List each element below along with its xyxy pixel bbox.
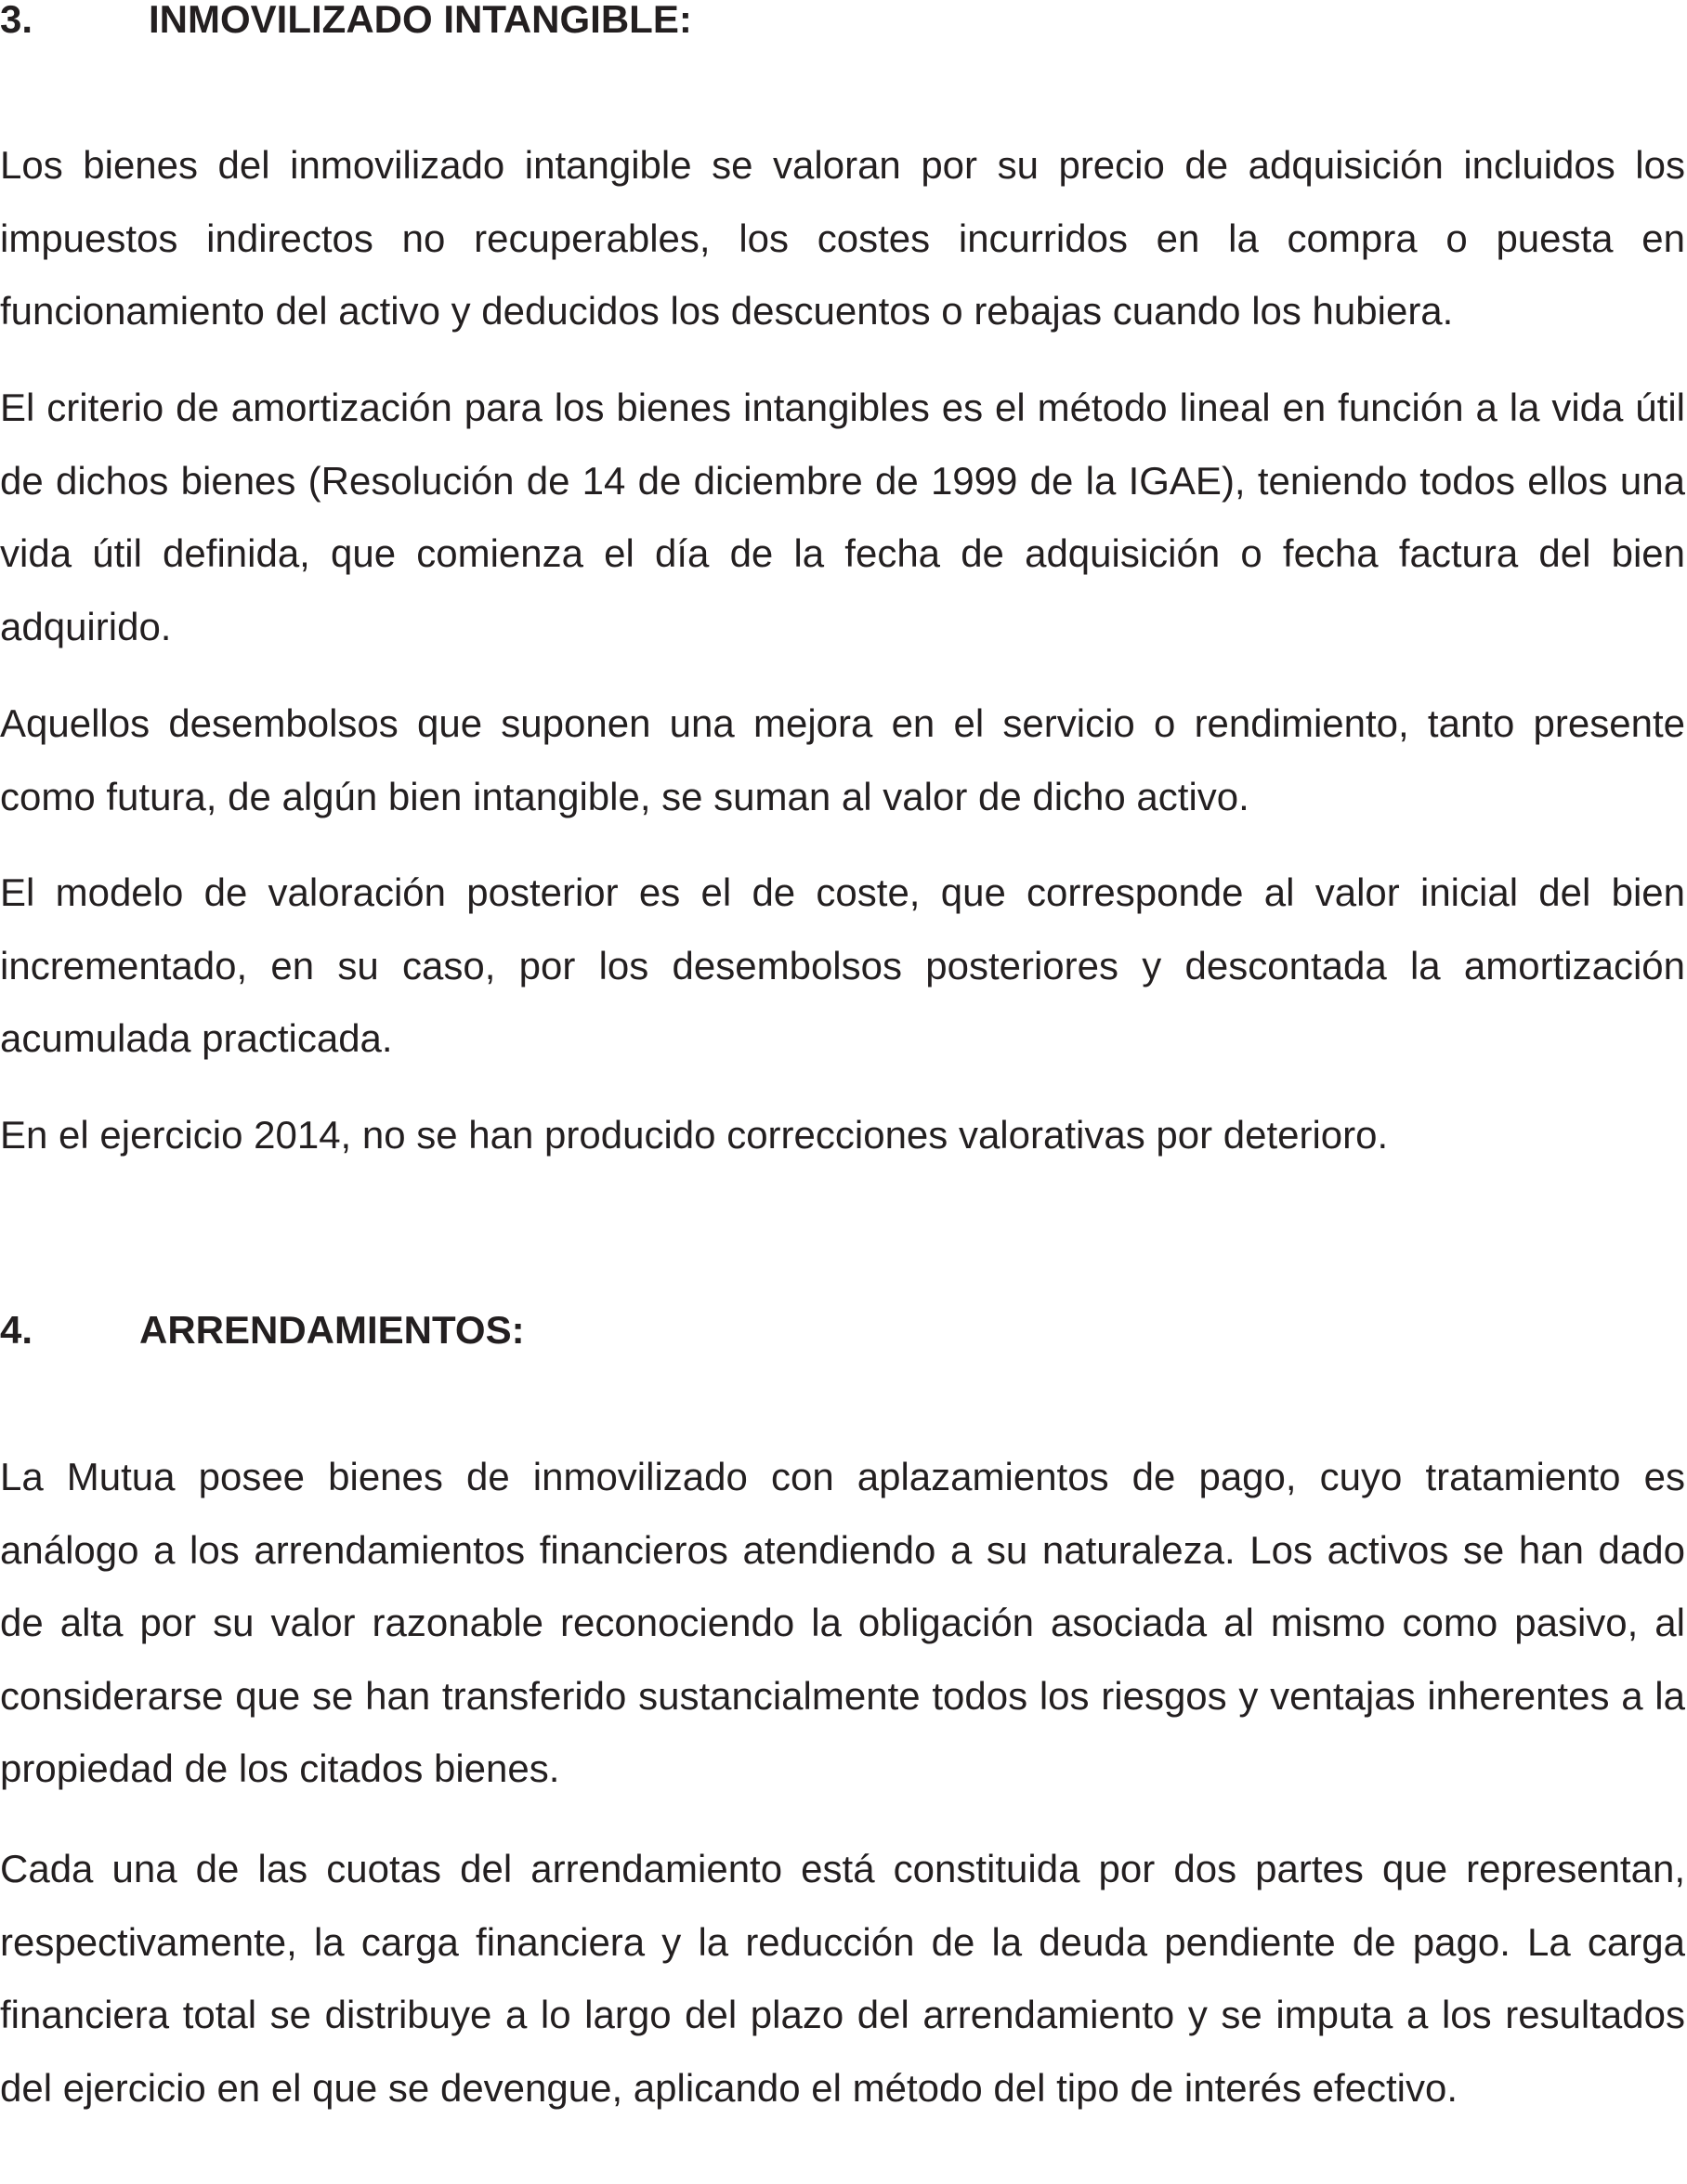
paragraph: El criterio de amortización para los bienes intangibles es el método lineal en función a la vida útil de dichos bienes (Resolución de 14 de diciembre de 1999 de la IGAE), teniendo todos ellos una vida útil definida, que comienza el día de la fecha de adquisición o fecha factura del bien adquirido.	[0, 386, 1685, 648]
section-4-heading	[0, 1308, 525, 1352]
section-number: 3.	[0, 0, 33, 41]
paragraph: Cada una de las cuotas del arrendamiento está constituida por dos partes que representan, respectivamente, la carga financiera y la reducción de la deuda pendiente de pago. La carga financiera total se distribuye a lo largo del plazo del arrendamiento y se imputa a los resultados del ejercicio en el que se devengue, aplicando el método del tipo de interés efectivo.	[0, 1847, 1685, 2110]
paragraph: Los bienes del inmovilizado intangible se valoran por su precio de adquisición incluidos los impuestos indirectos no recuperables, los costes incurridos en la compra o puesta en funcionamiento del activo y deducidos los descuentos o rebajas cuando los hubiera.	[0, 143, 1685, 333]
section-title: ARRENDAMIENTOS:	[139, 1308, 525, 1352]
paragraph: La Mutua posee bienes de inmovilizado con aplazamientos de pago, cuyo tratamiento es análogo a los arrendamientos financieros atendiendo a su naturaleza. Los activos se han dado de alta por su valor razonable reconociendo la obligación asociada al mismo como pasivo, al considerarse que se han transferido sustancialmente todos los riesgos y ventajas inherentes a la propiedad de los citados bienes.	[0, 1455, 1685, 1790]
paragraph: El modelo de valoración posterior es el de coste, que corresponde al valor inicial del bien incrementado, en su caso, por los desembolsos posteriores y descontada la amortización acumulada practicada.	[0, 870, 1685, 1060]
paragraph: En el ejercicio 2014, no se han producido correcciones valorativas por deterioro.	[0, 1113, 1389, 1157]
paragraph: Aquellos desembolsos que suponen una mejora en el servicio o rendimiento, tanto presente como futura, de algún bien intangible, se suman al valor de dicho activo.	[0, 701, 1685, 818]
section-3-heading	[0, 0, 692, 41]
section-number: 4.	[0, 1308, 33, 1352]
section-title: INMOVILIZADO INTANGIBLE:	[149, 0, 692, 41]
